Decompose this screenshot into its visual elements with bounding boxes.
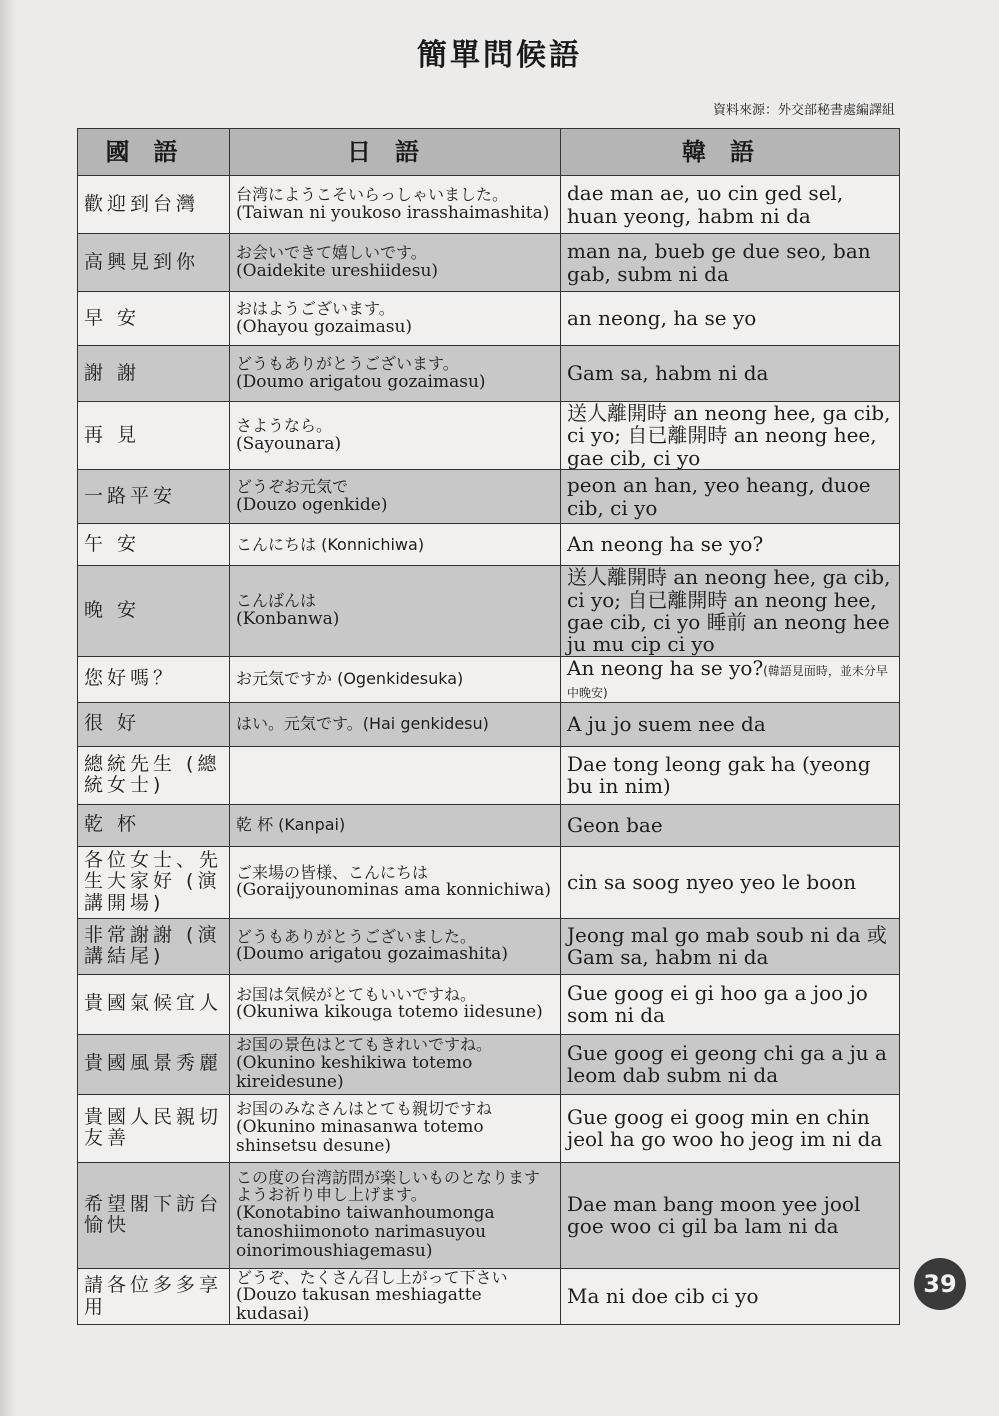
japanese-text: この度の台湾訪問が楽しいものとなりますようお祈り申し上げます。 — [236, 1167, 541, 1205]
korean-cell — [561, 1094, 900, 1162]
chinese-cell: 總統先生 (總統女士) — [78, 746, 230, 804]
korean-text: Gue goog ei goog min en chin jeol ha go woo ho jeog im ni da — [567, 1104, 883, 1152]
table-row — [78, 1268, 900, 1325]
table-row — [78, 1034, 900, 1094]
page-binding-shadow — [0, 0, 16, 1416]
japanese-cell — [230, 292, 561, 346]
korean-cell — [561, 656, 900, 702]
table-body — [78, 176, 900, 1325]
korean-text: Gam sa, habm ni da — [567, 361, 769, 386]
chinese-cell: 謝 謝 — [78, 346, 230, 402]
japanese-cell — [230, 1162, 561, 1268]
table-row — [78, 346, 900, 402]
japanese-romaji: (Konbanwa) — [236, 609, 340, 630]
japanese-cell — [230, 176, 561, 234]
korean-cell — [561, 292, 900, 346]
japanese-romaji: (Okunino keshikiwa totemo kireidesune) — [236, 1052, 473, 1092]
japanese-romaji: (Taiwan ni youkoso irasshaimashita) — [236, 202, 550, 223]
korean-text: Gue goog ei gi hoo ga a joo jo som ni da — [567, 980, 868, 1028]
korean-cell — [561, 1268, 900, 1325]
chinese-cell: 再 見 — [78, 402, 230, 470]
japanese-cell — [230, 524, 561, 566]
japanese-cell — [230, 746, 561, 804]
chinese-cell: 請各位多多享用 — [78, 1268, 230, 1325]
japanese-romaji: (Doumo arigatou gozaimasu) — [236, 371, 486, 392]
table-row — [78, 702, 900, 746]
korean-text: dae man ae, uo cin ged sel, huan yeong, habm ni da — [567, 181, 844, 228]
korean-cell — [561, 524, 900, 566]
japanese-romaji: (Okunino minasanwa totemo shinsetsu desune) — [236, 1116, 484, 1156]
japanese-text: どうもありがとうございます。 — [236, 354, 459, 374]
japanese-romaji: (Douzo ogenkide) — [236, 495, 388, 516]
korean-cell — [561, 1162, 900, 1268]
header-korean: 韓語 — [561, 129, 900, 176]
korean-cell — [561, 974, 900, 1034]
table-row — [78, 566, 900, 657]
chinese-cell: 高興見到你 — [78, 234, 230, 292]
chinese-cell: 您好嗎？ — [78, 656, 230, 702]
japanese-cell — [230, 656, 561, 702]
japanese-romaji: (Goraijyounominas ama konnichiwa) — [236, 880, 552, 901]
japanese-cell — [230, 566, 561, 657]
korean-text: A ju jo suem nee da — [567, 711, 766, 736]
korean-text: man na, bueb ge due seo, ban gab, subm ni da — [567, 239, 871, 286]
korean-text: Gue goog ei geong chi ga a ju a leom dab subm ni da — [567, 1040, 887, 1088]
table-row — [78, 524, 900, 566]
japanese-text: こんばんは — [236, 591, 317, 611]
korean-cell — [561, 566, 900, 657]
chinese-cell: 乾 杯 — [78, 804, 230, 846]
japanese-romaji: (Oaidekite ureshiidesu) — [236, 260, 439, 281]
table-row — [78, 918, 900, 974]
japanese-cell — [230, 1268, 561, 1325]
chinese-cell: 午 安 — [78, 524, 230, 566]
korean-text: 送人離開時 an neong hee, ga cib, ci yo; 自已離開時 an neong hee, gae cib, ci yo 睡前 an neong hee ju mu cip ci yo — [567, 565, 891, 657]
table-row — [78, 402, 900, 470]
korean-cell — [561, 234, 900, 292]
japanese-romaji: (Sayounara) — [236, 434, 342, 455]
korean-text: peon an han, yeo heang, duoe cib, ci yo — [567, 473, 871, 520]
chinese-cell: 希望閣下訪台愉快 — [78, 1162, 230, 1268]
japanese-text: お会いできて嬉しいです。 — [236, 243, 427, 263]
japanese-cell — [230, 918, 561, 974]
japanese-cell — [230, 402, 561, 470]
chinese-cell: 貴國氣候宜人 — [78, 974, 230, 1034]
japanese-text: はい。元気です。(Hai genkidesu) — [236, 714, 489, 734]
table-row — [78, 176, 900, 234]
table-row — [78, 292, 900, 346]
chinese-cell: 很 好 — [78, 702, 230, 746]
korean-cell — [561, 804, 900, 846]
japanese-text: お国の景色はとてもきれいですね。 — [236, 1035, 493, 1055]
japanese-cell — [230, 804, 561, 846]
japanese-text: お国は気候がとてもいいですね。 — [236, 984, 477, 1004]
japanese-cell — [230, 846, 561, 918]
page-number-badge: 39 — [914, 1258, 966, 1310]
page-title: 簡單問候語 — [417, 38, 582, 73]
table-row — [78, 974, 900, 1034]
korean-cell — [561, 702, 900, 746]
korean-text: Geon bae — [567, 812, 663, 837]
table-row — [78, 234, 900, 292]
korean-text: cin sa soog nyeo yeo le boon — [567, 869, 857, 894]
chinese-cell: 各位女士、先生大家好 (演講開場) — [78, 846, 230, 918]
japanese-cell — [230, 1094, 561, 1162]
japanese-text: さようなら。 — [236, 416, 333, 436]
japanese-text: どうぞ、たくさん召し上がって下さい — [236, 1268, 508, 1287]
korean-cell — [561, 918, 900, 974]
korean-text: 送人離開時 an neong hee, ga cib, ci yo; 自已離開時 an neong hee, gae cib, ci yo — [567, 401, 891, 470]
korean-cell — [561, 346, 900, 402]
japanese-text: どうぞお元気で — [236, 477, 349, 497]
korean-cell — [561, 176, 900, 234]
table-row — [78, 1162, 900, 1268]
japanese-romaji: (Doumo arigatou gozaimashita) — [236, 944, 508, 965]
header-row — [78, 129, 900, 176]
korean-cell — [561, 1034, 900, 1094]
japanese-cell — [230, 470, 561, 524]
korean-text: Dae tong leong gak ha (yeong bu in nim) — [567, 751, 871, 799]
japanese-romaji: (Konotabino taiwanhoumonga tanoshiimonoto narimasuyou oinorimoushiagemasu) — [236, 1203, 495, 1262]
table-row — [78, 804, 900, 846]
greetings-table — [77, 128, 900, 1325]
japanese-cell — [230, 1034, 561, 1094]
korean-text: an neong, ha se yo — [567, 306, 757, 331]
table-row — [78, 470, 900, 524]
japanese-text: おはようございます。 — [236, 299, 395, 319]
chinese-cell: 非常謝謝 (演講結尾) — [78, 918, 230, 974]
chinese-cell: 早 安 — [78, 292, 230, 346]
japanese-text: 乾 杯 (Kanpai) — [236, 815, 346, 835]
japanese-text: どうもありがとうございました。 — [236, 926, 477, 946]
table-row — [78, 1094, 900, 1162]
chinese-cell: 晚 安 — [78, 566, 230, 657]
japanese-text: お国のみなさんはとても親切ですね — [236, 1099, 493, 1119]
table-row — [78, 846, 900, 918]
korean-cell — [561, 470, 900, 524]
japanese-text: 台湾にようこそいらっしゃいました。 — [236, 185, 509, 205]
korean-text: Jeong mal go mab soub ni da 或 Gam sa, habm ni da — [567, 922, 887, 970]
korean-cell — [561, 846, 900, 918]
korean-text: Ma ni doe cib ci yo — [567, 1284, 759, 1309]
japanese-text: お元気ですか (Ogenkidesuka) — [236, 669, 464, 689]
japanese-romaji: (Douzo takusan meshiagatte kudasai) — [236, 1285, 482, 1325]
japanese-text: ご来場の皆様、こんにちは — [236, 862, 429, 882]
table-row — [78, 656, 900, 702]
korean-text: An neong ha se yo? — [567, 656, 764, 680]
chinese-cell: 歡迎到台灣 — [78, 176, 230, 234]
header-chinese: 國語 — [78, 129, 230, 176]
japanese-text: こんにちは (Konnichiwa) — [236, 534, 425, 554]
table-row — [78, 746, 900, 804]
chinese-cell: 一路平安 — [78, 470, 230, 524]
japanese-romaji: (Okuniwa kikouga totemo iidesune) — [236, 1002, 543, 1023]
korean-text: An neong ha se yo? — [567, 532, 764, 557]
korean-cell — [561, 402, 900, 470]
japanese-cell — [230, 974, 561, 1034]
source-credit: 資料來源：外交部秘書處編譯組 — [712, 103, 895, 118]
chinese-cell: 貴國人民親切友善 — [78, 1094, 230, 1162]
japanese-cell — [230, 234, 561, 292]
japanese-romaji: (Ohayou gozaimasu) — [236, 316, 413, 337]
header-japanese: 日語 — [230, 129, 561, 176]
japanese-cell — [230, 346, 561, 402]
chinese-cell: 貴國風景秀麗 — [78, 1034, 230, 1094]
korean-note: (韓語見面時，並未分早中晚安) — [567, 663, 888, 701]
japanese-cell — [230, 702, 561, 746]
korean-text: Dae man bang moon yee jool goe woo ci gil ba lam ni da — [567, 1191, 861, 1239]
korean-cell — [561, 746, 900, 804]
